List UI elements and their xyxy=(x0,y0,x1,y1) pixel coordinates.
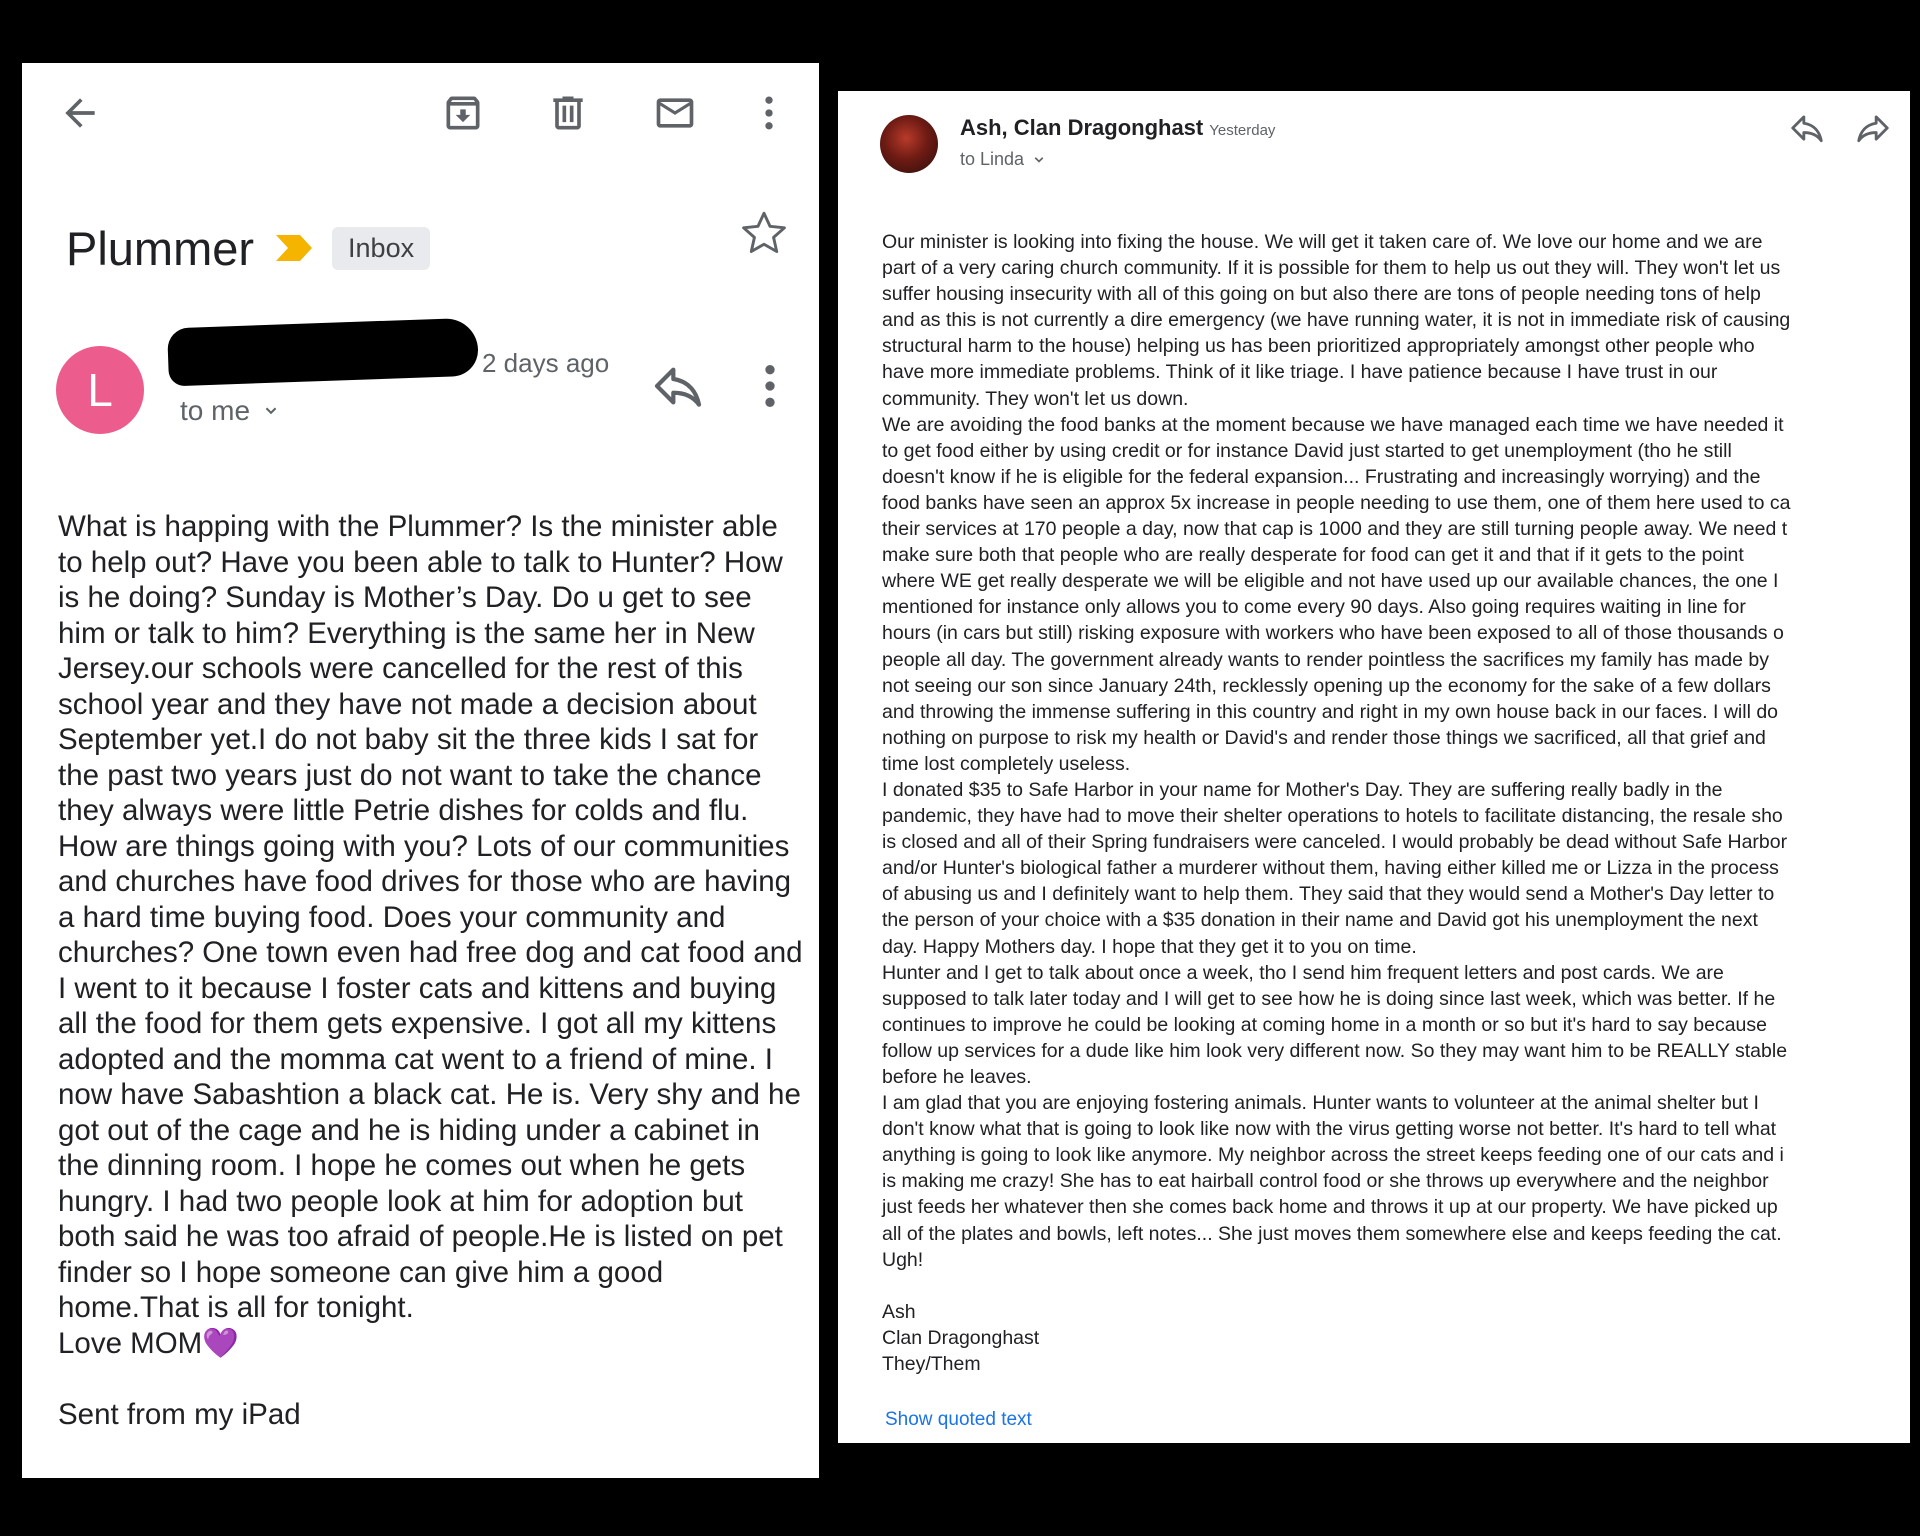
forward-icon[interactable] xyxy=(1854,109,1892,147)
more-vertical-icon[interactable] xyxy=(742,358,798,414)
email-body-line: suffer housing insecurity with all of this going on but also there are tons of people needing tons of help xyxy=(882,283,1761,306)
email-body-line: just feeds her whatever then she comes back home and throws it up at our property. We have picked up xyxy=(882,1196,1778,1219)
email-body-line: people all day. The government already wants to render pointless the sacrifices my family has made by xyxy=(882,648,1769,671)
email-body-line: have more immediate problems. Think of it like triage. I have patience because I have trust in our xyxy=(882,361,1718,384)
email-body-line: day. Happy Mothers day. I hope that they get it to you on time. xyxy=(882,935,1417,958)
more-vertical-icon[interactable] xyxy=(741,85,797,141)
email-body-line: not seeing our son since January 24th, recklessly opening up the economy for the sake of a few dollars xyxy=(882,674,1771,697)
redacted-sender-name xyxy=(167,318,479,387)
avatar xyxy=(56,346,144,434)
sender-name: Ash, Clan Dragonghast xyxy=(960,115,1204,140)
email-body xyxy=(58,509,803,1433)
reply-icon[interactable] xyxy=(1788,109,1826,147)
email-body-line: anything is going to look like anymore. My neighbor across the street keeps feeding one of our cats and i xyxy=(882,1144,1784,1167)
email-body-line: is making me crazy! She has to eat hairball control food or she throws up everywhere and the neighbor xyxy=(882,1170,1769,1193)
email-body-line: time lost completely useless. xyxy=(882,752,1131,775)
email-body-line: structural harm to the house) helping us has been prioritized appropriately amongst other people who xyxy=(882,335,1755,358)
email-body-line: is closed and all of their Spring fundraisers were canceled. I would probably be dead without Safe Harbor xyxy=(882,831,1788,854)
email-body-line: and as this is not currently a dire emergency (we have running water, it is not in immediate risk of causing xyxy=(882,309,1791,332)
email-body-line: and throwing the immense suffering in this country and right in my own house back in our faces. I will do xyxy=(882,700,1779,723)
mail-icon[interactable] xyxy=(647,85,703,141)
email-time: Yesterday xyxy=(1209,122,1276,139)
email-panel-ash xyxy=(838,91,1910,1443)
closing-text: Love MOM xyxy=(58,1326,203,1360)
email-body-line: Ugh! xyxy=(882,1248,924,1271)
email-date: 2 days ago xyxy=(482,348,610,378)
recipient-toggle[interactable] xyxy=(180,395,282,427)
email-signature: Sent from my iPad xyxy=(58,1398,301,1431)
email-body-line: community. They won't let us down. xyxy=(882,387,1189,410)
email-body-line: where WE get really desperate we will be eligible and not have used up our available chances, the one I xyxy=(882,570,1779,593)
email-body-line: the person of your choice with a $35 donation in their name and David got his unemployment the next xyxy=(882,909,1758,932)
email-body-line: We are avoiding the food banks at the moment because we have managed each time we have needed it xyxy=(882,413,1784,436)
archive-icon[interactable] xyxy=(435,85,491,141)
email-body-lines xyxy=(882,229,1902,1273)
reply-icon[interactable] xyxy=(650,358,706,414)
email-body-line: mentioned for instance only allows you to come every 90 days. Also going requires waiting in line for xyxy=(882,596,1746,619)
email-body-line: supposed to talk later today and I will get to see how he is doing since last week, which was better. If he xyxy=(882,987,1776,1010)
recipient-label: to me xyxy=(180,395,251,426)
email-body-line: all of the plates and bowls, left notes... She just moves them somewhere else and keeps feeding the cat. xyxy=(882,1222,1782,1245)
recipient-label: to Linda xyxy=(960,149,1025,169)
email-body-line: of abusing us and I definitely want to help them. They said that they would send a Mother's Day letter to xyxy=(882,883,1775,906)
trash-icon[interactable] xyxy=(540,85,596,141)
email-panel-mom xyxy=(22,63,819,1478)
email-body-line: to get food either by using credit or for instance David just started to get unemployment (tho he still xyxy=(882,439,1732,462)
avatar xyxy=(880,115,938,173)
email-body xyxy=(882,229,1902,1377)
arrow-left-icon[interactable] xyxy=(52,85,108,141)
email-body-line: I donated $35 to Safe Harbor in your name for Mother's Day. They are suffering really badly in the xyxy=(882,778,1723,801)
email-body-line: before he leaves. xyxy=(882,1066,1032,1088)
email-body-line: pandemic, they have had to move their shelter operations to hotels to facilitate distancing, the resale sho xyxy=(882,805,1783,828)
signature-line: Ash xyxy=(882,1300,916,1323)
email-body-line: doesn't know if he is eligible for the federal expansion... Frustrating and increasingly worrying) and the xyxy=(882,465,1761,488)
purple-heart-emoji: 💜 xyxy=(202,1326,239,1360)
recipient-toggle[interactable] xyxy=(960,149,1048,170)
chevron-down-icon xyxy=(260,400,282,422)
email-body-line: Hunter and I get to talk about once a week, tho I send him frequent letters and post cards. We are xyxy=(882,961,1724,984)
email-body-line: part of a very caring church community. If it is possible for them to help us out they will. They won't let us xyxy=(882,257,1781,280)
show-quoted-text-link[interactable]: Show quoted text xyxy=(885,1409,1032,1430)
star-icon[interactable] xyxy=(739,208,789,258)
email-closing xyxy=(58,1326,803,1362)
chevron-down-icon xyxy=(1030,151,1048,169)
email-body-line: their services at 170 people a day, now that cap is 1000 and they are still turning people away. We need t xyxy=(882,518,1788,541)
email-subject: Plummer xyxy=(66,221,255,275)
inbox-label-chip[interactable]: Inbox xyxy=(332,227,430,270)
subject-row xyxy=(66,203,430,293)
email-body-line: follow up services for a dude like him look very different now. So they may want him to be REALLY stable xyxy=(882,1039,1788,1062)
email-body-line: food banks have seen an approx 5x increase in people needing to use them, one of them here used to ca xyxy=(882,491,1791,514)
email-body-paragraph: What is happing with the Plummer? Is the minister able to help out? Have you been able to talk to Hunter? How is he doing? Sunday is Mother’s Day. Do u get to see him or talk to him? Everything is the same her in New Jersey.our schools were cancelled for the rest of this school year and they have not made a decision about September yet.I do not baby sit the three kids I sat for the past two years just do not want to take the chance they always were little Petrie dishes for colds and flu. How are things going with you? Lots of our communities and churches have food drives for those who are having a hard time buying food. Does your community and churches? One town even had free dog and cat food and I went to it because I foster cats and kittens and buying all the food for them gets expensive. I got all my kittens adopted and the momma cat went to a friend of mine. I now have Sabashtion a black cat. He is. Very shy and he got out of the cage and he is hiding under a cabinet in the dinning room. I hope he comes out when he gets hungry. I had two people look at him for adoption but both said he was too afraid of people.He is listed on pet finder so I hope someone can give him a good home.That is all for tonight. xyxy=(58,510,803,1324)
sender-header xyxy=(960,115,1275,141)
email-body-line: nothing on purpose to risk my health or David's and render those things we sacrificed, all that grief and xyxy=(882,726,1766,749)
email-signature xyxy=(882,1299,1902,1377)
email-body-line: continues to improve he could be looking at coming home in a month or so but it's hard to say because xyxy=(882,1013,1767,1036)
avatar-letter: L xyxy=(87,364,113,416)
signature-line: Clan Dragonghast xyxy=(882,1326,1040,1349)
email-body-line: don't know what that is going to look like now with the virus getting worse not better. It's hard to tell what xyxy=(882,1118,1777,1141)
email-body-line: make sure both that people who are really desperate for food can get it and that if it gets to the point xyxy=(882,544,1744,567)
importance-marker-icon[interactable] xyxy=(274,233,314,263)
email-body-line: I am glad that you are enjoying fostering animals. Hunter wants to volunteer at the animal shelter but I xyxy=(882,1092,1759,1115)
email-body-line: Our minister is looking into fixing the house. We will get it taken care of. We love our home and we are xyxy=(882,231,1763,253)
email-body-line: and/or Hunter's biological father a murderer without them, having either killed me or Lizza in the process xyxy=(882,857,1779,880)
signature-line: They/Them xyxy=(882,1352,981,1375)
email-body-line: hours (in cars but still) risking exposure with workers who have been exposed to all of those thousands o xyxy=(882,622,1784,645)
